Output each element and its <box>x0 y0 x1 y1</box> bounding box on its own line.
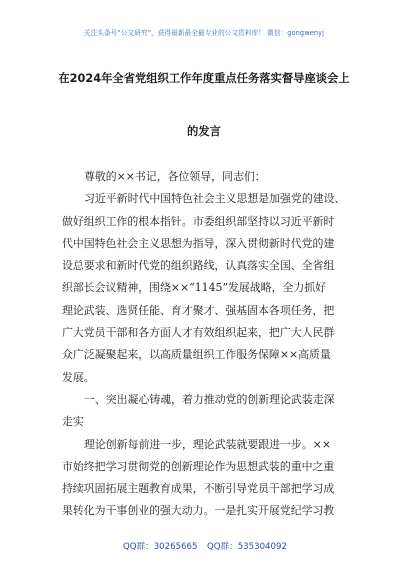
salutation: 尊敬的××书记，各位领导，同志们： <box>84 170 266 183</box>
body-line: 果转化为干事创业的强大动力。一是扎实开展党纪学习教 <box>62 504 335 518</box>
body-line: 理论创新每前进一步，理论武装就要跟进一步。×× <box>84 437 331 451</box>
body-line: 持续巩固拓展主题教育成果，不断引导党员干部把学习成 <box>62 482 335 496</box>
document-title-line-2: 的发言 <box>187 125 221 138</box>
body-line: 代中国特色社会主义思想为指导，深入贯彻新时代党的建 <box>62 236 335 250</box>
body-line: 理论武装、选贤任能、育才聚才、强基固本各项任务，把 <box>62 303 335 317</box>
body-line: 市始终把学习贯彻党的创新理论作为思想武装的重中之重 <box>62 459 335 473</box>
footer-qq-group-2: QQ群：535304092 <box>207 542 287 552</box>
body-line: 做好组织工作的根本指针。市委组织部坚持以习近平新时 <box>62 214 335 228</box>
footer-qq-group-1: QQ群：30265665 <box>123 542 198 552</box>
body-line: 织部长会议精神，围绕××“1145”发展战略，全力抓好 <box>62 281 327 295</box>
body-line: 发展。 <box>62 370 95 384</box>
section-heading-continued: 走实 <box>62 415 84 429</box>
body-line: 习近平新时代中国特色社会主义思想是加强党的建设、 <box>84 192 346 206</box>
body-line: 设总要求和新时代党的组织路线，认真落实全国、全省组 <box>62 259 335 273</box>
body-line: 广大党员干部和各方面人才有效组织起来，把广大人民群 <box>62 326 335 340</box>
header-note: 关注头条号“公文研究”，获得最新最全最专业的公文资料库！ 微信：gongwenyj <box>83 29 325 37</box>
document-title-line-1: 在2024年全省党组织工作年度重点任务落实督导座谈会上 <box>58 72 350 85</box>
section-heading: 一、突出凝心铸魂，着力推动党的创新理论武装走深 <box>84 392 335 406</box>
document-body <box>62 166 350 523</box>
body-line: 众广泛凝聚起来，以高质量组织工作服务保障××高质量 <box>62 348 331 362</box>
